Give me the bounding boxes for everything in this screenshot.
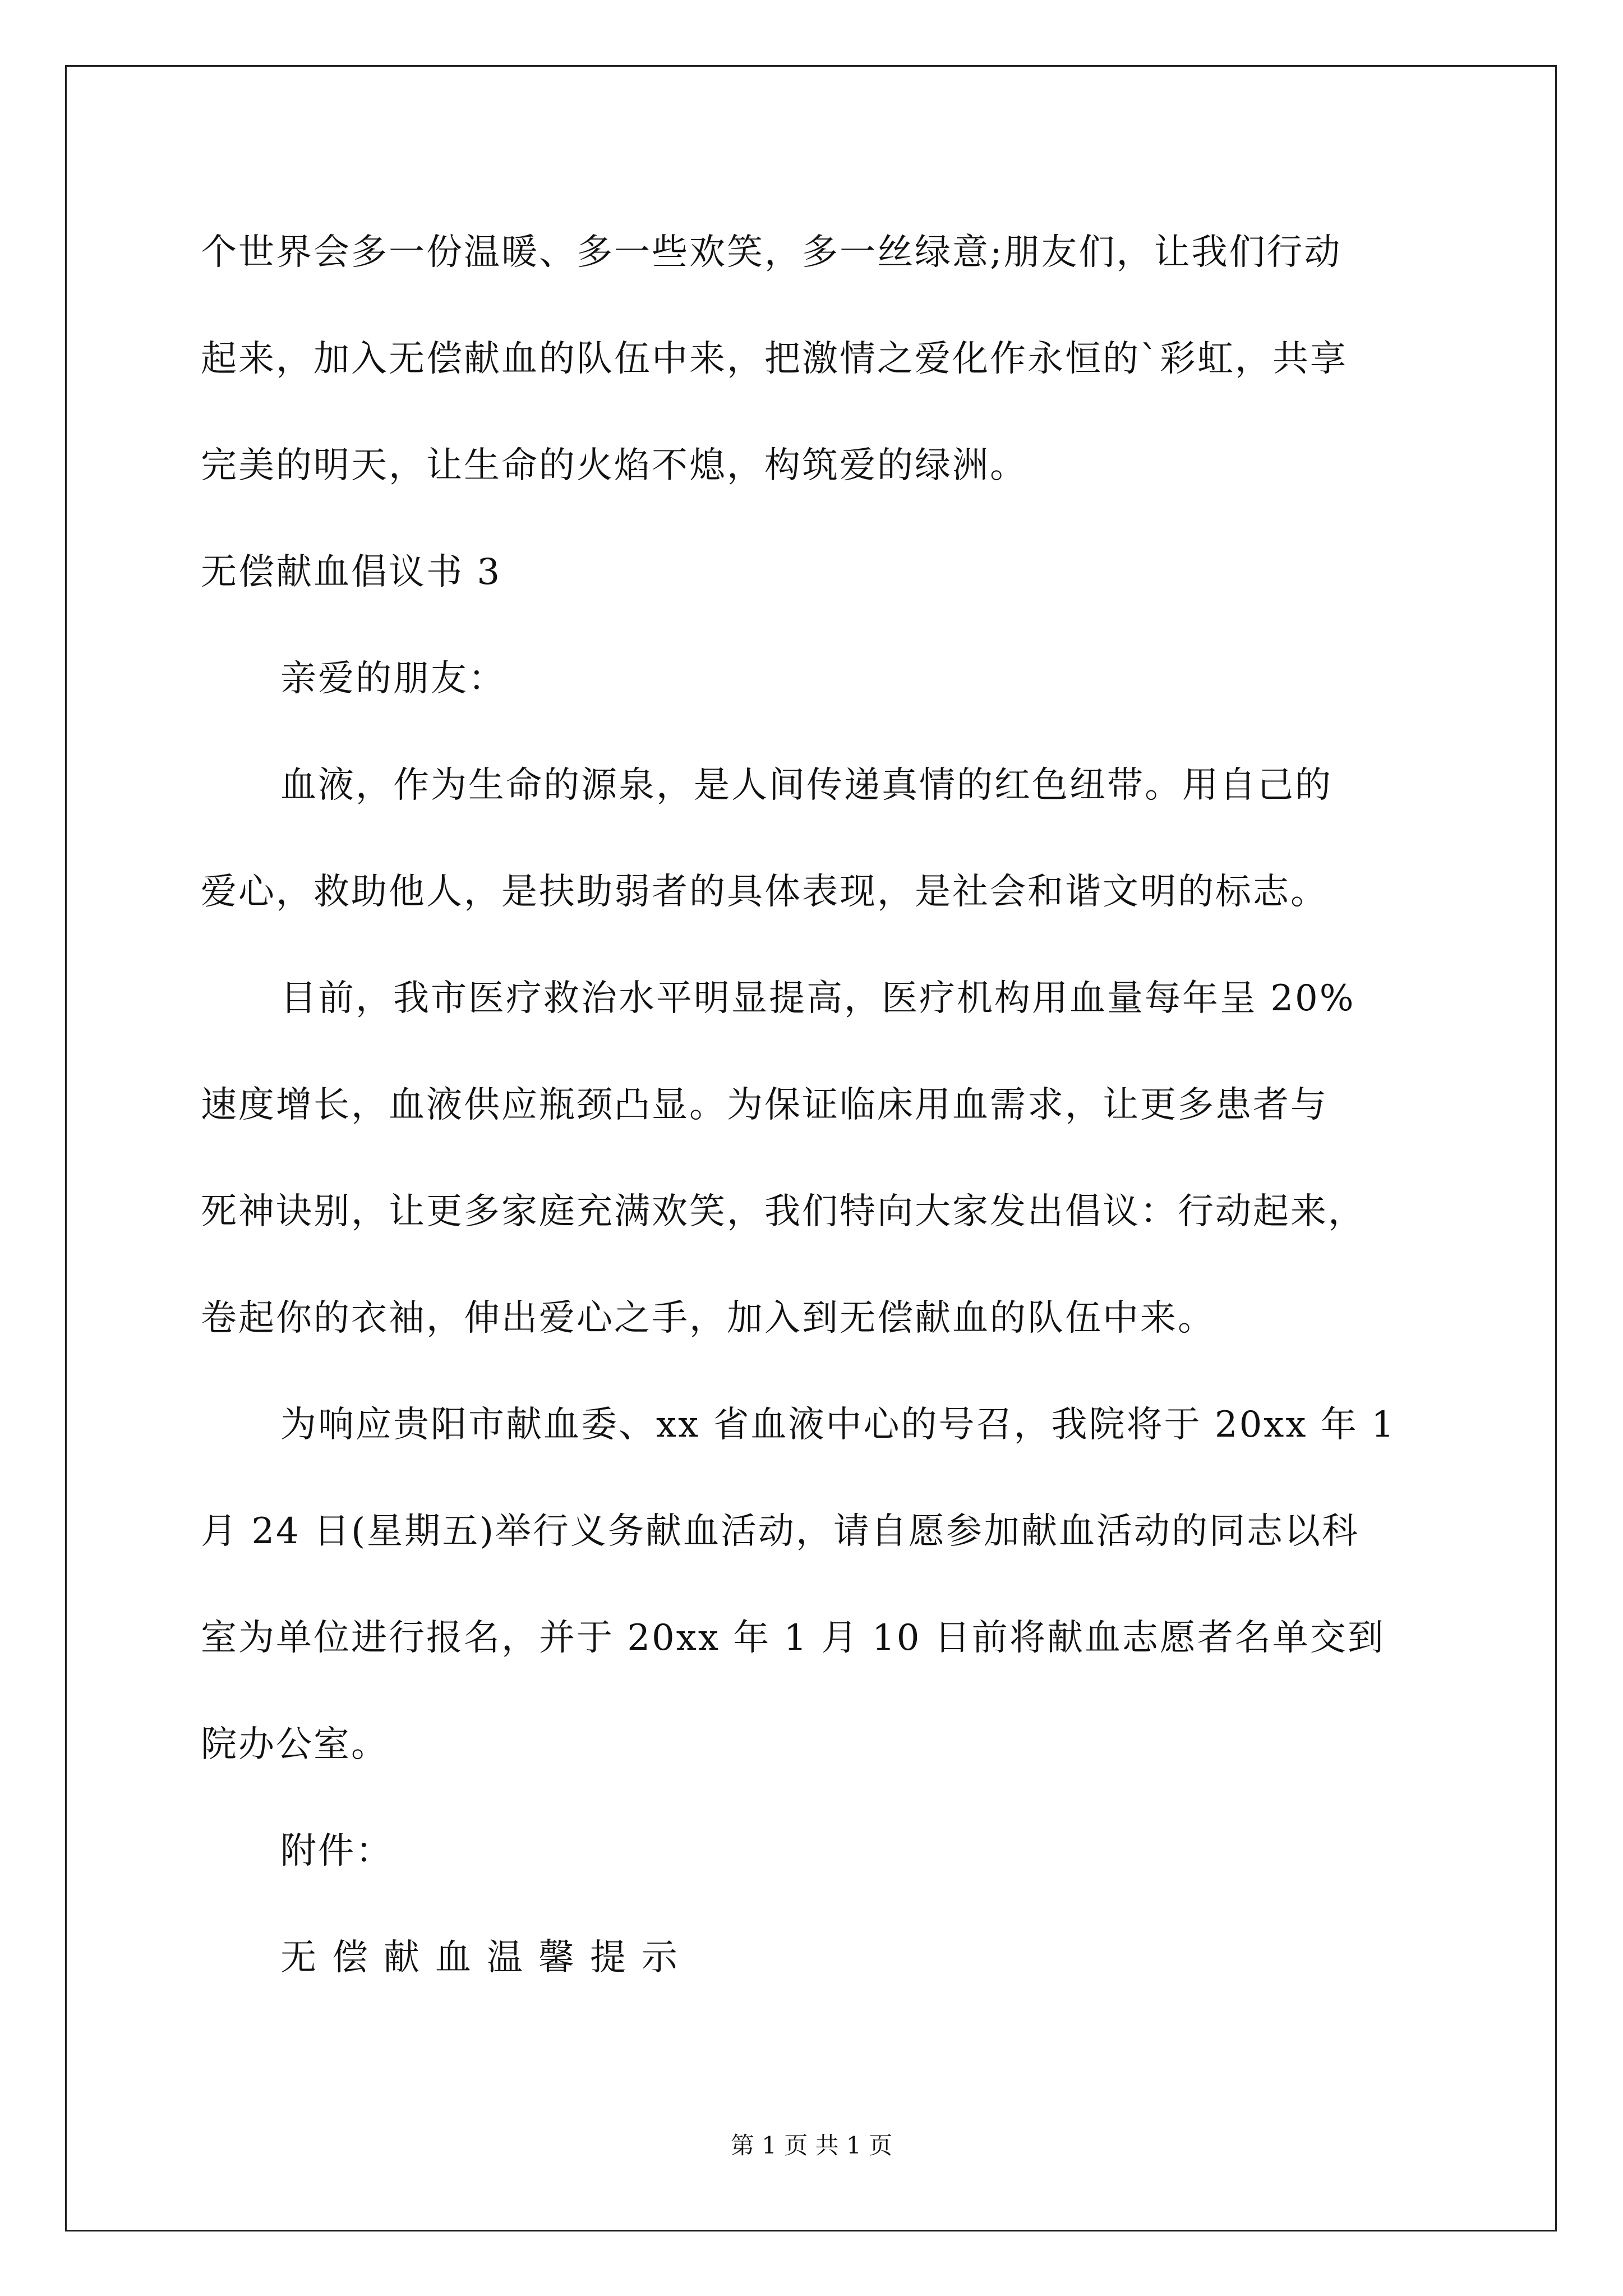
section-title: 无偿献血倡议书 3 [201, 551, 502, 593]
paragraph-2-line-4: 卷起你的衣袖，伸出爱心之手，加入到无偿献血的队伍中来。 [201, 1297, 1215, 1339]
paragraph-2-line-2: 速度增长，血液供应瓶颈凸显。为保证临床用血需求，让更多患者与 [201, 1084, 1328, 1126]
body-line-3: 完美的明天，让生命的火焰不熄，构筑爱的绿洲。 [201, 445, 1027, 486]
paragraph-3-line-3: 室为单位进行报名，并于 20xx 年 1 月 10 日前将献血志愿者名单交到 [201, 1617, 1385, 1659]
paragraph-1-line-2: 爱心，救助他人，是扶助弱者的具体表现，是社会和谐文明的标志。 [201, 871, 1328, 913]
page-footer: 第 1 页 共 1 页 [730, 2132, 893, 2159]
paragraph-3-line-1: 为响应贵阳市献血委、xx 省血液中心的号召，我院将于 20xx 年 1 [280, 1404, 1396, 1446]
body-line-2: 起来，加入无偿献血的队伍中来，把激情之爱化作永恒的`彩虹，共享 [201, 338, 1348, 380]
page-border [65, 65, 1557, 2231]
salutation: 亲爱的朋友： [280, 658, 506, 700]
attachment-label: 附件： [280, 1830, 393, 1872]
paragraph-3-line-2: 月 24 日(星期五)举行义务献血活动，请自愿参加献血活动的同志以科 [201, 1511, 1360, 1552]
paragraph-1-line-1: 血液，作为生命的源泉，是人间传递真情的红色纽带。用自己的 [280, 765, 1332, 806]
body-line-1: 个世界会多一份温暖、多一些欢笑，多一丝绿意;朋友们，让我们行动 [201, 232, 1342, 273]
paragraph-2-line-3: 死神诀别，让更多家庭充满欢笑，我们特向大家发出倡议：行动起来， [201, 1191, 1366, 1232]
paragraph-3-line-4: 院办公室。 [201, 1724, 389, 1765]
attachment-title: 无偿献血温馨提示 [280, 1937, 693, 1978]
paragraph-2-line-1: 目前，我市医疗救治水平明显提高，医疗机构用血量每年呈 20% [280, 978, 1355, 1019]
